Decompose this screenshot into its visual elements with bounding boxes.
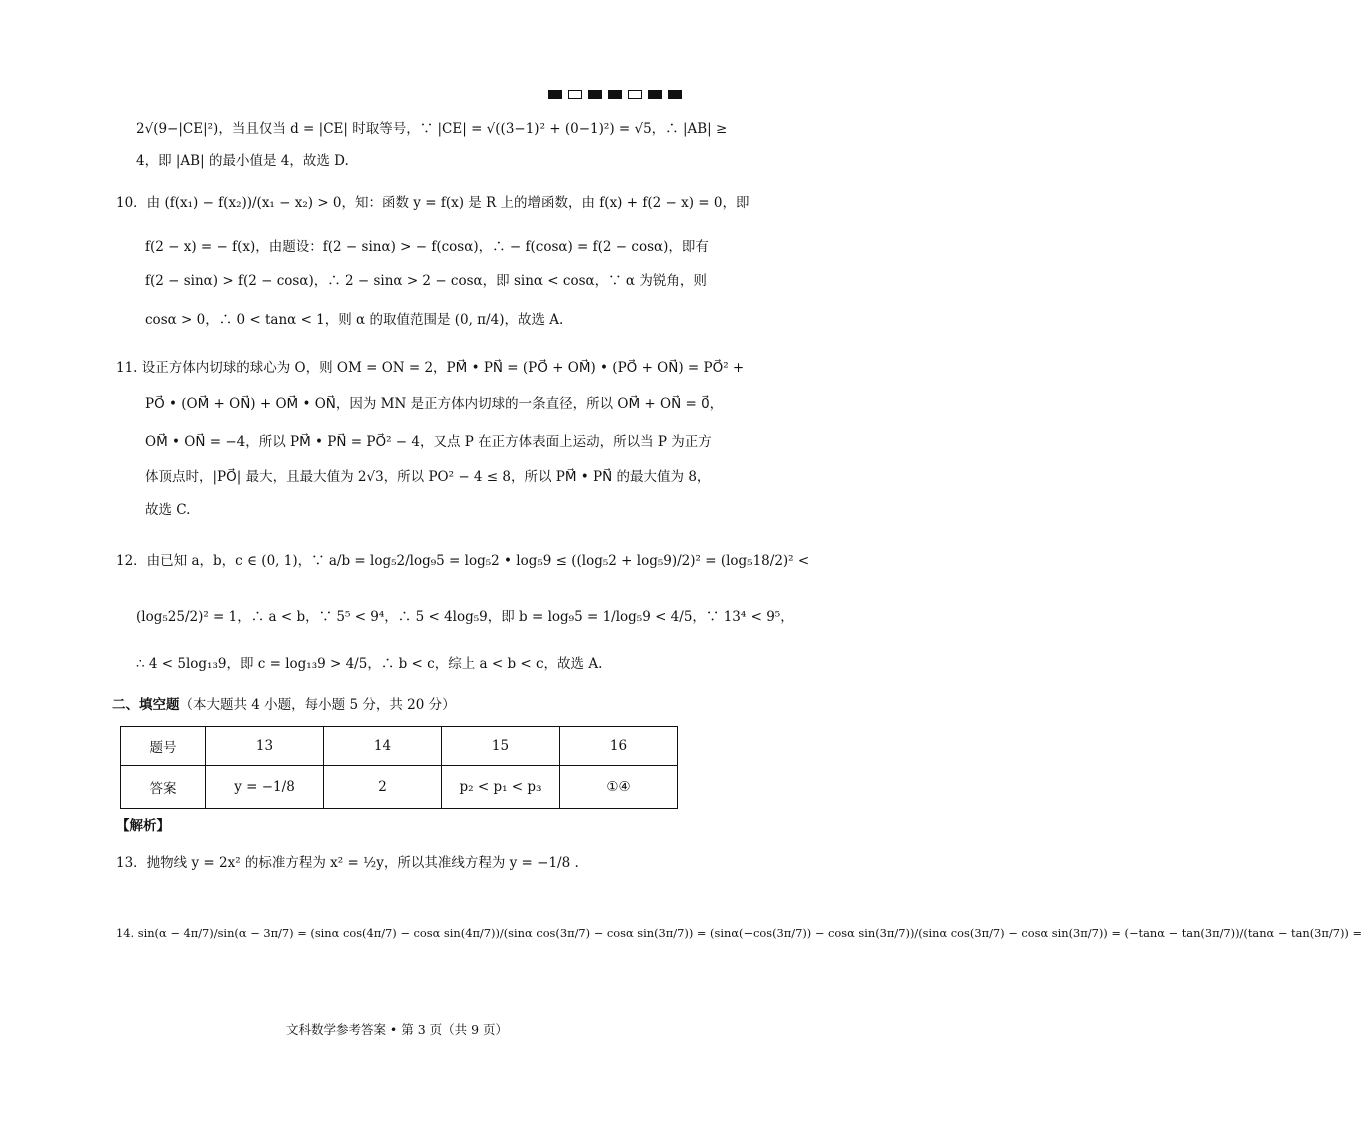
- solution-9-line-2: 4，即 |AB| 的最小值是 4，故选 D.: [136, 153, 349, 169]
- mark-4: [608, 90, 622, 99]
- section-2-heading: [112, 694, 456, 716]
- table-header-cell: 题号: [121, 727, 206, 766]
- solution-10-line-2: f(2 − x) = − f(x)，由题设：f(2 − sinα) > − f(cosα)，∴ − f(cosα) = f(2 − cosα)，即有: [145, 239, 709, 255]
- solution-14: 14. sin(α − 4π/7)/sin(α − 3π/7) = (sinα cos(4π/7) − cosα sin(4π/7))/(sinα cos(3π/7) − cosα sin(3π/7)) = (sinα(−cos(3π/7)) − cosα sin(3π/7))/(sinα cos(3π/7) − cosα sin(3π/7)) = (−tanα − tan(3π/7))/(tanα − tan(3π/7)) =: [116, 926, 1362, 940]
- solution-11-line-1: 11. 设正方体内切球的球心为 O，则 OM = ON = 2，PM⃗ • PN⃗ = (PO⃗ + OM⃗) • (PO⃗ + ON⃗) = PO⃗² +: [116, 360, 745, 376]
- table-header-cell: 16: [560, 727, 678, 766]
- table-row: [121, 766, 678, 809]
- page-footer: 文科数学参考答案 • 第 3 页（共 9 页）: [285, 1022, 509, 1037]
- answer-table: [120, 726, 678, 809]
- table-cell: p₂ < p₁ < p₃: [442, 766, 560, 809]
- mark-2: [568, 90, 582, 99]
- section-2-title: 二、填空题: [112, 697, 180, 713]
- table-cell: y = −1/8: [206, 766, 324, 809]
- solution-11-line-5: 故选 C.: [145, 502, 191, 518]
- solution-12-line-3: ∴ 4 < 5log₁₃9，即 c = log₁₃9 > 4/5，∴ b < c，综上 a < b < c，故选 A.: [136, 656, 603, 672]
- table-cell: 2: [324, 766, 442, 809]
- header-marks: [548, 90, 682, 99]
- table-header-cell: 15: [442, 727, 560, 766]
- mark-1: [548, 90, 562, 99]
- analysis-label: 【解析】: [116, 818, 170, 834]
- solution-11-line-4: 体顶点时，|PO⃗| 最大，且最大值为 2√3，所以 PO² − 4 ≤ 8，所以 PM⃗ • PN⃗ 的最大值为 8，: [145, 469, 711, 485]
- solution-12-line-2: (log₅25/2)² = 1，∴ a < b，∵ 5⁵ < 9⁴，∴ 5 < 4log₅9，即 b = log₉5 = 1/log₅9 < 4/5，∵ 13⁴ < 9⁵，: [136, 609, 794, 625]
- table-header-cell: 14: [324, 727, 442, 766]
- table-header-cell: 13: [206, 727, 324, 766]
- solution-11-line-3: OM⃗ • ON⃗ = −4，所以 PM⃗ • PN⃗ = PO⃗² − 4，又点 P 在正方体表面上运动，所以当 P 为正方: [145, 434, 712, 450]
- solution-10-line-4: cosα > 0，∴ 0 < tanα < 1，则 α 的取值范围是 (0, π/4)，故选 A.: [145, 312, 564, 328]
- table-cell: 答案: [121, 766, 206, 809]
- solution-12-line-1: 12．由已知 a，b，c ∈ (0, 1)，∵ a/b = log₅2/log₉5 = log₅2 • log₅9 ≤ ((log₅2 + log₅9)/2)² = (log₅18/2)² <: [116, 553, 810, 569]
- section-2-note: （本大题共 4 小题，每小题 5 分，共 20 分）: [179, 697, 456, 713]
- mark-6: [648, 90, 662, 99]
- mark-7: [668, 90, 682, 99]
- table-row: [121, 727, 678, 766]
- mark-3: [588, 90, 602, 99]
- solution-11-line-2: PO⃗ • (OM⃗ + ON⃗) + OM⃗ • ON⃗，因为 MN 是正方体内切球的一条直径，所以 OM⃗ + ON⃗ = 0⃗，: [145, 396, 724, 412]
- mark-5: [628, 90, 642, 99]
- solution-10-line-3: f(2 − sinα) > f(2 − cosα)，∴ 2 − sinα > 2 − cosα，即 sinα < cosα，∵ α 为锐角，则: [145, 273, 707, 289]
- solution-10-line-1: 10．由 (f(x₁) − f(x₂))/(x₁ − x₂) > 0，知：函数 y = f(x) 是 R 上的增函数，由 f(x) + f(2 − x) = 0，即: [116, 195, 750, 211]
- solution-9-line-1: 2√(9−|CE|²)，当且仅当 d = |CE| 时取等号，∵ |CE| = √((3−1)² + (0−1)²) = √5，∴ |AB| ≥: [136, 121, 728, 137]
- solution-13: 13．抛物线 y = 2x² 的标准方程为 x² = ½y，所以其准线方程为 y = −1/8 .: [116, 855, 579, 871]
- table-cell: ①④: [560, 766, 678, 809]
